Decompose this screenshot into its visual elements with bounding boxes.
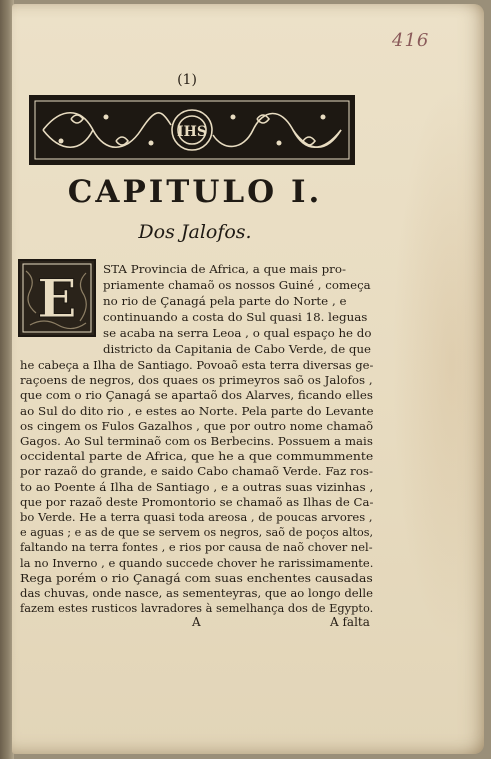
body-line-last: fazem estes rusticos lavradores à semelhança dos de Egypto. <box>20 601 374 616</box>
body-line: das chuvas, onde nasce, as sementeyras, que ao longo delle <box>20 586 373 600</box>
chapter-subtitle: Dos Jalofos. <box>138 221 252 243</box>
body-line: que por razaõ deste Promontorio se chamaõ as Ilhas de Ca- <box>20 494 374 509</box>
body-line: no rio de Çanagá pela parte do Norte , e <box>103 294 347 308</box>
body-line: districto da Capitania de Cabo Verde, de que <box>103 342 372 356</box>
page-number: (1) <box>177 72 197 88</box>
body-line: faltando na terra fontes , e rios por causa de naõ chover nel- <box>20 540 373 555</box>
body-line: ao Sul do dito rio , e estes ao Norte. Pela parte do Levante <box>20 403 374 418</box>
body-line: la no Inverno , e quando succede chover he rarissimamente. <box>20 555 374 570</box>
body-line: os cingem os Fulos Gazalhos , que por outro nome chamaõ <box>20 418 374 433</box>
body-line: que com o rio Çanagá se apartaõ dos Alarves, ficando elles <box>20 388 373 403</box>
body-line: Rega porém o rio Çanagá com suas enchentes causadas <box>20 570 373 585</box>
headpiece-ornament-icon <box>31 97 353 163</box>
body-line: bo Verde. He a terra quasi toda areosa , de poucas arvores , <box>20 510 373 524</box>
body-line: he cabeça a Ilha de Santiago. Povoaõ esta terra diversas ge- <box>20 358 374 372</box>
body-line: se acaba na serra Leoa , o qual espaço he do <box>103 326 372 340</box>
body-line: por razaõ do grande, e saido Cabo chamaõ Verde. Faz ros- <box>20 464 374 479</box>
decorated-initial <box>18 259 96 337</box>
catchword: A falta <box>330 615 370 629</box>
ornamental-headpiece <box>29 95 355 165</box>
signature-mark: A <box>192 615 201 629</box>
body-line: occidental parte de Africa, que he a que commummente <box>20 449 374 464</box>
chapter-title: CAPITULO I. <box>67 174 323 210</box>
decorated-initial-icon <box>20 261 94 335</box>
body-line: continuando a costa do Sul quasi 18. leguas <box>103 310 368 324</box>
paper-stain <box>392 84 491 644</box>
drop-cap-letter: E <box>37 269 77 330</box>
body-line: e aguas ; e as de que se servem os negros, saõ de poços altos, <box>20 525 374 540</box>
body-line: Gagos. Ao Sul terminaõ com os Berbecins. Possuem a mais <box>20 434 373 448</box>
body-line: STA Provincia de Africa, a que mais pro- <box>103 262 346 276</box>
svg-text:IHS: IHS <box>177 124 207 140</box>
body-line: raçoens de negros, dos quaes os primeyros saõ os Jalofos , <box>20 373 373 388</box>
body-line: to ao Poente á Ilha de Santiago , e a outras suas vizinhas , <box>20 479 374 494</box>
body-line: priamente chamaõ os nossos Guiné , começa <box>103 278 371 292</box>
handwritten-folio-number: 416 <box>392 30 430 51</box>
